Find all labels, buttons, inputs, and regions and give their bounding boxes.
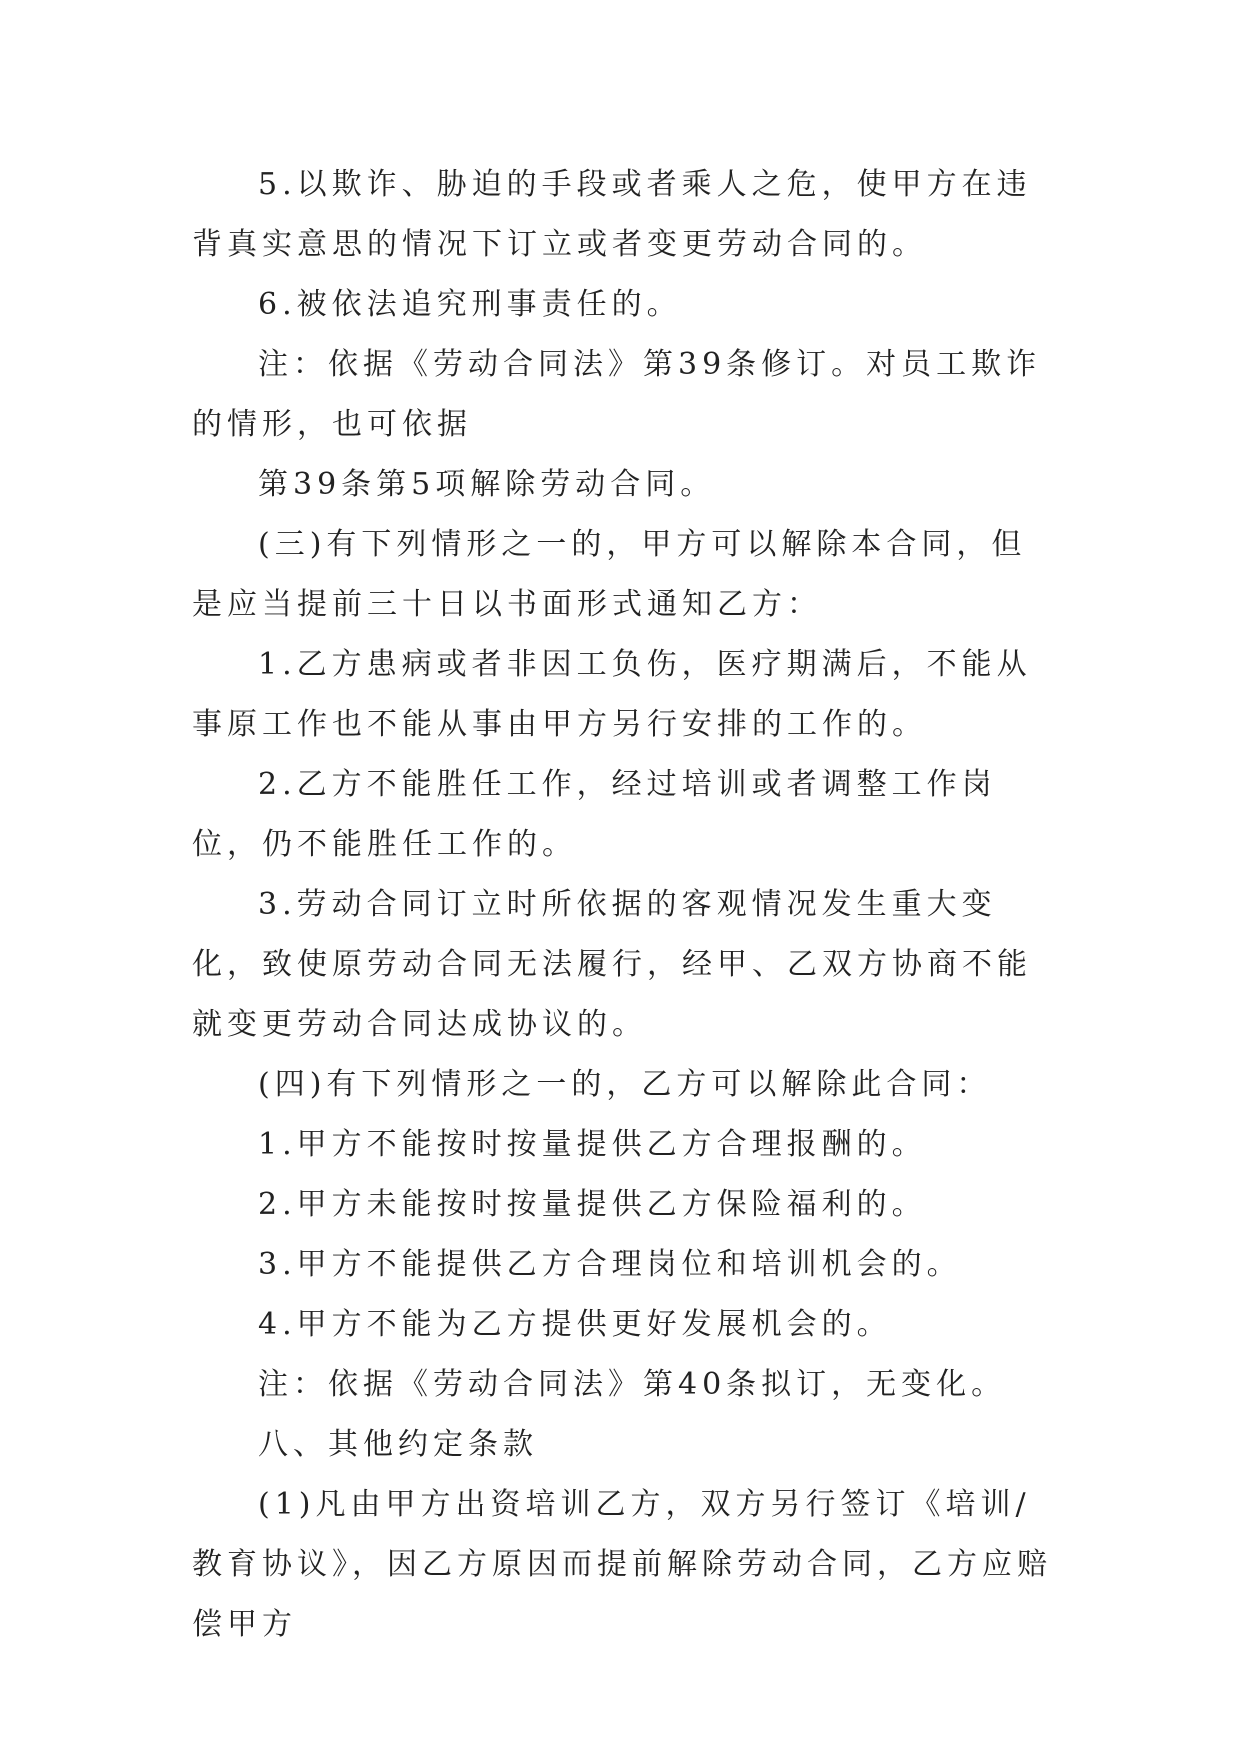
section-4-item-3: 3.甲方不能提供乙方合理岗位和培训机会的。 — [258, 1247, 962, 1282]
section-3-item-3: 3.劳动合同订立时所依据的客观情况发生重大变化，致使原劳动合同无法履行，经甲、乙双方协商不能就变更劳动合同达成协议的。 — [192, 887, 1032, 1042]
section-4-item-1: 1.甲方不能按时按量提供乙方合理报酬的。 — [258, 1127, 927, 1162]
section-8-item-1: (1)凡由甲方出资培训乙方，双方另行签订《培训/教育协议》，因乙方原因而提前解除劳动合同，乙方应赔偿甲方 — [192, 1487, 1052, 1642]
section-4-item-4: 4.甲方不能为乙方提供更好发展机会的。 — [258, 1307, 892, 1342]
section-3-item-2: 2.乙方不能胜任工作，经过培训或者调整工作岗位，仍不能胜任工作的。 — [192, 767, 997, 862]
section-4-heading: (四)有下列情形之一的，乙方可以解除此合同： — [258, 1067, 992, 1102]
clause-6-criminal: 6.被依法追究刑事责任的。 — [258, 287, 682, 322]
clause-5-fraud: 5.以欺诈、胁迫的手段或者乘人之危，使甲方在违背真实意思的情况下订立或者变更劳动合同的。 — [192, 167, 1032, 262]
section-4-item-2: 2.甲方未能按时按量提供乙方保险福利的。 — [258, 1187, 927, 1222]
note-article-39: 注：依据《劳动合同法》第39条修订。对员工欺诈的情形，也可依据 — [192, 347, 1042, 442]
note-article-40: 注：依据《劳动合同法》第40条拟订，无变化。 — [258, 1367, 1007, 1402]
section-8-heading: 八、其他约定条款 — [258, 1427, 538, 1462]
section-3-item-1: 1.乙方患病或者非因工负伤，医疗期满后，不能从事原工作也不能从事由甲方另行安排的工作的。 — [192, 647, 1032, 742]
note-article-39-item-5: 第39条第5项解除劳动合同。 — [258, 467, 716, 502]
document-body — [192, 155, 1052, 1655]
section-3-heading: (三)有下列情形之一的，甲方可以解除本合同，但是应当提前三十日以书面形式通知乙方： — [192, 527, 1027, 622]
